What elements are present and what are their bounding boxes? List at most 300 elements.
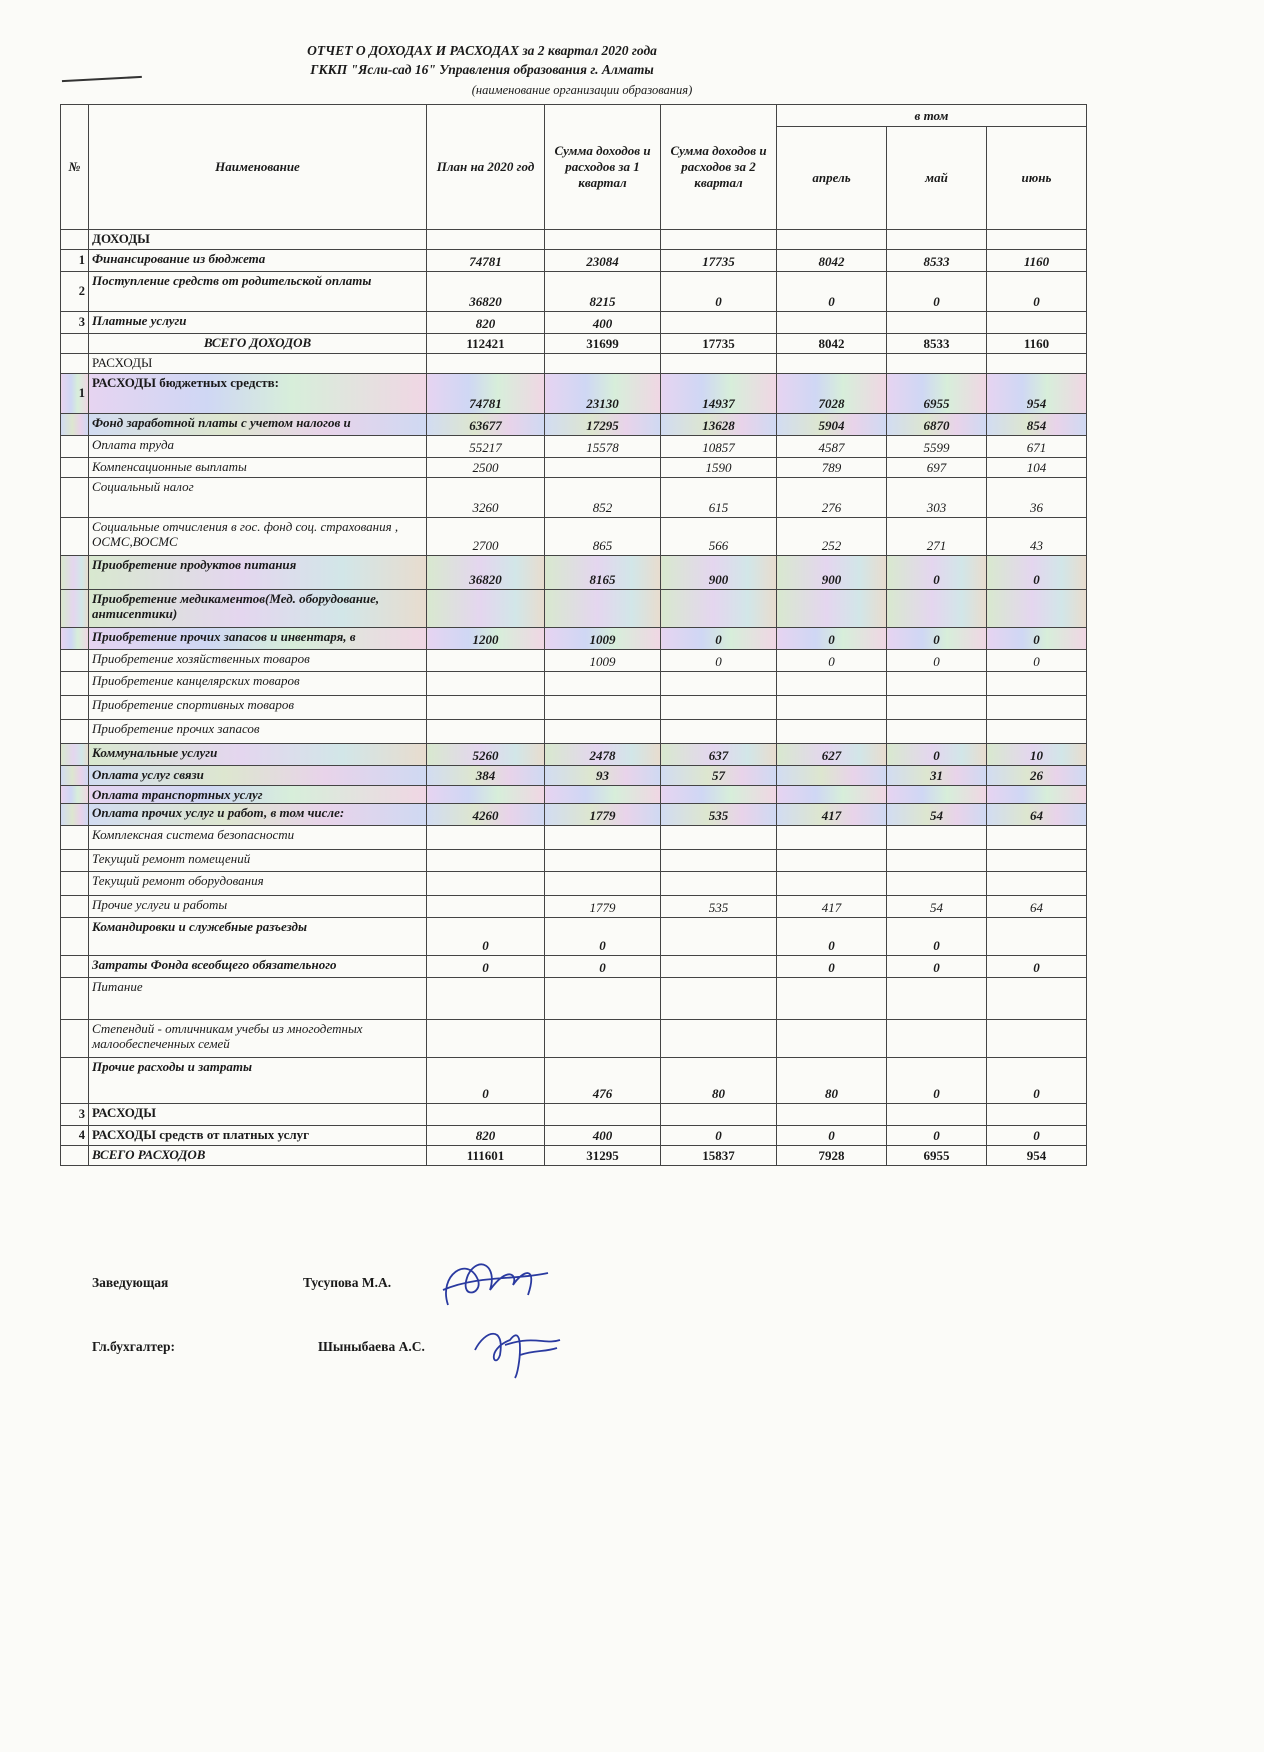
cell-may: 54	[887, 804, 987, 826]
cell-jun	[987, 696, 1087, 720]
cell-apr	[777, 978, 887, 1020]
table-row	[61, 826, 1087, 850]
cell-may	[887, 354, 987, 374]
row-number	[61, 1020, 89, 1058]
cell-q1	[545, 354, 661, 374]
table-row	[61, 786, 1087, 804]
cell-q2	[661, 1104, 777, 1126]
row-label: Прочие услуги и работы	[89, 896, 427, 918]
table-row	[61, 272, 1087, 312]
row-label: Поступление средств от родительской оплаты	[89, 272, 427, 312]
row-label: РАСХОДЫ	[89, 354, 427, 374]
cell-q2	[661, 590, 777, 628]
cell-may: 0	[887, 628, 987, 650]
cell-apr: 276	[777, 478, 887, 518]
table-row	[61, 918, 1087, 956]
row-label: РАСХОДЫ бюджетных средств:	[89, 374, 427, 414]
row-label: Коммунальные услуги	[89, 744, 427, 766]
organization-name: ГККП "Ясли-сад 16" Управления образования г. Алматы	[310, 62, 654, 77]
cell-may	[887, 826, 987, 850]
cell-may: 31	[887, 766, 987, 786]
cell-q1: 1779	[545, 804, 661, 826]
cell-apr: 0	[777, 650, 887, 672]
cell-jun	[987, 978, 1087, 1020]
cell-q1: 0	[545, 918, 661, 956]
row-number: 4	[61, 1126, 89, 1146]
cell-q1: 400	[545, 1126, 661, 1146]
cell-plan: 112421	[427, 334, 545, 354]
cell-apr: 900	[777, 556, 887, 590]
cell-q1: 31699	[545, 334, 661, 354]
cell-q1: 23084	[545, 250, 661, 272]
table-row	[61, 334, 1087, 354]
cell-q2: 0	[661, 650, 777, 672]
cell-apr	[777, 786, 887, 804]
table-row	[61, 978, 1087, 1020]
table-row	[61, 1146, 1087, 1166]
row-number	[61, 744, 89, 766]
cell-may	[887, 1020, 987, 1058]
row-label: Оплата транспортных услуг	[89, 786, 427, 804]
report-body	[61, 230, 1087, 1166]
row-label: Текущий ремонт оборудования	[89, 872, 427, 896]
cell-q2: 13628	[661, 414, 777, 436]
row-label: Питание	[89, 978, 427, 1020]
row-label: Компенсационные выплаты	[89, 458, 427, 478]
row-number	[61, 672, 89, 696]
cell-q2: 17735	[661, 334, 777, 354]
table-row	[61, 720, 1087, 744]
cell-q2: 0	[661, 272, 777, 312]
cell-may	[887, 872, 987, 896]
row-label: РАСХОДЫ	[89, 1104, 427, 1126]
cell-q2	[661, 826, 777, 850]
cell-q2	[661, 872, 777, 896]
cell-q2: 80	[661, 1058, 777, 1104]
row-label: Оплата прочих услуг и работ, в том числе:	[89, 804, 427, 826]
cell-apr: 80	[777, 1058, 887, 1104]
cell-apr: 789	[777, 458, 887, 478]
cell-q1	[545, 1020, 661, 1058]
cell-jun	[987, 826, 1087, 850]
cell-q2: 1590	[661, 458, 777, 478]
cell-apr: 8042	[777, 250, 887, 272]
cell-q1: 1009	[545, 628, 661, 650]
cell-apr: 0	[777, 1126, 887, 1146]
row-label: Степендий - отличникам учебы из многодетных малообеспеченных семей	[89, 1020, 427, 1058]
cell-plan: 1200	[427, 628, 545, 650]
table-row	[61, 518, 1087, 556]
row-number	[61, 436, 89, 458]
cell-jun	[987, 354, 1087, 374]
cell-jun: 0	[987, 956, 1087, 978]
table-row	[61, 628, 1087, 650]
cell-apr	[777, 312, 887, 334]
row-label: Прочие расходы и затраты	[89, 1058, 427, 1104]
table-row	[61, 556, 1087, 590]
row-number	[61, 804, 89, 826]
cell-plan: 111601	[427, 1146, 545, 1166]
cell-q2: 15837	[661, 1146, 777, 1166]
cell-q2: 900	[661, 556, 777, 590]
cell-may	[887, 312, 987, 334]
cell-apr: 417	[777, 896, 887, 918]
table-row	[61, 1126, 1087, 1146]
cell-apr: 0	[777, 918, 887, 956]
accountant-name: Шыныбаева А.С.	[318, 1339, 425, 1354]
row-label: Финансирование из бюджета	[89, 250, 427, 272]
cell-may: 697	[887, 458, 987, 478]
organization-caption: (наименование организации образования)	[471, 83, 693, 97]
table-row	[61, 872, 1087, 896]
row-number	[61, 850, 89, 872]
cell-plan: 2700	[427, 518, 545, 556]
cell-q2: 566	[661, 518, 777, 556]
table-row	[61, 250, 1087, 272]
table-row	[61, 414, 1087, 436]
cell-q1: 8215	[545, 272, 661, 312]
row-label: Командировки и служебные разъезды	[89, 918, 427, 956]
cell-jun: 10	[987, 744, 1087, 766]
cell-plan: 5260	[427, 744, 545, 766]
cell-apr: 7028	[777, 374, 887, 414]
row-label: Оплата услуг связи	[89, 766, 427, 786]
row-label: ВСЕГО РАСХОДОВ	[89, 1146, 427, 1166]
cell-jun	[987, 590, 1087, 628]
cell-jun: 671	[987, 436, 1087, 458]
cell-q2: 535	[661, 896, 777, 918]
row-label: Приобретение медикаментов(Мед. оборудование, антисептики)	[89, 590, 427, 628]
cell-jun: 854	[987, 414, 1087, 436]
col-header-may: май	[887, 127, 987, 230]
cell-q2	[661, 696, 777, 720]
cell-plan: 820	[427, 312, 545, 334]
cell-q1: 476	[545, 1058, 661, 1104]
cell-may: 0	[887, 1058, 987, 1104]
cell-q2	[661, 850, 777, 872]
cell-may	[887, 590, 987, 628]
cell-plan	[427, 872, 545, 896]
cell-may: 0	[887, 918, 987, 956]
table-row	[61, 354, 1087, 374]
table-row	[61, 312, 1087, 334]
row-number	[61, 230, 89, 250]
row-label: Приобретение продуктов питания	[89, 556, 427, 590]
cell-plan	[427, 672, 545, 696]
row-number	[61, 590, 89, 628]
cell-q1: 400	[545, 312, 661, 334]
table-row	[61, 374, 1087, 414]
row-number	[61, 918, 89, 956]
row-number	[61, 766, 89, 786]
row-number	[61, 478, 89, 518]
row-label: Фонд заработной платы с учетом налогов и	[89, 414, 427, 436]
cell-jun: 0	[987, 650, 1087, 672]
cell-jun	[987, 850, 1087, 872]
cell-apr: 252	[777, 518, 887, 556]
cell-plan: 0	[427, 1058, 545, 1104]
table-row	[61, 896, 1087, 918]
cell-jun: 0	[987, 1126, 1087, 1146]
cell-apr: 8042	[777, 334, 887, 354]
cell-plan: 2500	[427, 458, 545, 478]
cell-q2: 615	[661, 478, 777, 518]
row-label: Приобретение спортивных товаров	[89, 696, 427, 720]
cell-jun	[987, 1020, 1087, 1058]
cell-may: 0	[887, 650, 987, 672]
row-label: Оплата труда	[89, 436, 427, 458]
cell-jun: 64	[987, 804, 1087, 826]
cell-plan: 74781	[427, 250, 545, 272]
row-number	[61, 458, 89, 478]
table-row	[61, 230, 1087, 250]
col-header-plan: План на 2020 год	[427, 105, 545, 230]
row-number	[61, 556, 89, 590]
cell-apr	[777, 872, 887, 896]
row-label: Платные услуги	[89, 312, 427, 334]
cell-apr	[777, 672, 887, 696]
cell-plan: 3260	[427, 478, 545, 518]
row-number	[61, 720, 89, 744]
cell-q2	[661, 978, 777, 1020]
cell-may: 0	[887, 556, 987, 590]
cell-may	[887, 786, 987, 804]
cell-may	[887, 978, 987, 1020]
cell-q2	[661, 230, 777, 250]
cell-q2	[661, 672, 777, 696]
row-number	[61, 1058, 89, 1104]
cell-jun	[987, 672, 1087, 696]
cell-plan	[427, 1104, 545, 1126]
cell-jun: 0	[987, 628, 1087, 650]
cell-may: 271	[887, 518, 987, 556]
cell-plan: 55217	[427, 436, 545, 458]
table-row	[61, 650, 1087, 672]
cell-jun: 36	[987, 478, 1087, 518]
cell-apr: 7928	[777, 1146, 887, 1166]
cell-plan: 36820	[427, 556, 545, 590]
table-row	[61, 850, 1087, 872]
cell-may: 303	[887, 478, 987, 518]
row-number: 1	[61, 374, 89, 414]
cell-may	[887, 850, 987, 872]
cell-q1: 17295	[545, 414, 661, 436]
cell-may: 5599	[887, 436, 987, 458]
cell-q1	[545, 590, 661, 628]
cell-apr: 0	[777, 956, 887, 978]
cell-apr: 5904	[777, 414, 887, 436]
table-row	[61, 1020, 1087, 1058]
cell-q2: 535	[661, 804, 777, 826]
table-row	[61, 478, 1087, 518]
cell-q2	[661, 918, 777, 956]
cell-may: 0	[887, 744, 987, 766]
row-number	[61, 826, 89, 850]
cell-q2: 14937	[661, 374, 777, 414]
row-label: ДОХОДЫ	[89, 230, 427, 250]
col-header-q1: Сумма доходов и расходов за 1 квартал	[545, 105, 661, 230]
table-row	[61, 1058, 1087, 1104]
cell-plan: 4260	[427, 804, 545, 826]
row-number: 3	[61, 1104, 89, 1126]
cell-plan	[427, 850, 545, 872]
cell-plan	[427, 786, 545, 804]
cell-apr	[777, 696, 887, 720]
cell-plan	[427, 720, 545, 744]
accountant-signature	[465, 1310, 570, 1385]
cell-plan: 63677	[427, 414, 545, 436]
cell-plan: 74781	[427, 374, 545, 414]
cell-q2: 0	[661, 1126, 777, 1146]
cell-apr	[777, 230, 887, 250]
row-number: 3	[61, 312, 89, 334]
cell-may: 6955	[887, 1146, 987, 1166]
cell-jun: 0	[987, 1058, 1087, 1104]
row-number	[61, 696, 89, 720]
row-number	[61, 354, 89, 374]
cell-plan	[427, 354, 545, 374]
table-row	[61, 672, 1087, 696]
cell-apr: 4587	[777, 436, 887, 458]
cell-q1	[545, 672, 661, 696]
cell-may: 0	[887, 956, 987, 978]
cell-apr: 0	[777, 272, 887, 312]
cell-q1	[545, 1104, 661, 1126]
row-number	[61, 896, 89, 918]
cell-q1	[545, 696, 661, 720]
table-row	[61, 766, 1087, 786]
row-label: Приобретение канцелярских товаров	[89, 672, 427, 696]
cell-q1: 31295	[545, 1146, 661, 1166]
cell-q1: 852	[545, 478, 661, 518]
row-label: Комплексная система безопасности	[89, 826, 427, 850]
row-label: Приобретение прочих запасов и инвентаря, в	[89, 628, 427, 650]
table-row	[61, 956, 1087, 978]
cell-plan	[427, 896, 545, 918]
cell-apr	[777, 850, 887, 872]
cell-q1: 23130	[545, 374, 661, 414]
report-table	[60, 104, 1087, 1166]
cell-q1	[545, 872, 661, 896]
cell-q1: 8165	[545, 556, 661, 590]
cell-plan: 0	[427, 956, 545, 978]
row-number: 2	[61, 272, 89, 312]
cell-jun: 43	[987, 518, 1087, 556]
cell-apr: 627	[777, 744, 887, 766]
cell-jun: 0	[987, 272, 1087, 312]
cell-may: 8533	[887, 250, 987, 272]
row-number	[61, 978, 89, 1020]
cell-jun: 954	[987, 374, 1087, 414]
cell-plan: 0	[427, 918, 545, 956]
cell-may	[887, 230, 987, 250]
cell-plan	[427, 696, 545, 720]
row-label: Приобретение прочих запасов	[89, 720, 427, 744]
cell-apr	[777, 720, 887, 744]
cell-q1: 1779	[545, 896, 661, 918]
table-row	[61, 590, 1087, 628]
cell-apr	[777, 590, 887, 628]
cell-jun: 26	[987, 766, 1087, 786]
cell-jun: 1160	[987, 250, 1087, 272]
row-number	[61, 872, 89, 896]
row-number	[61, 956, 89, 978]
cell-plan	[427, 978, 545, 1020]
cell-plan: 384	[427, 766, 545, 786]
cell-q1: 0	[545, 956, 661, 978]
report-title: ОТЧЕТ О ДОХОДАХ И РАСХОДАХ за 2 квартал 2020 года	[307, 43, 657, 58]
cell-q1	[545, 826, 661, 850]
cell-plan	[427, 650, 545, 672]
cell-jun	[987, 786, 1087, 804]
cell-may: 8533	[887, 334, 987, 354]
cell-jun: 0	[987, 556, 1087, 590]
cell-plan	[427, 1020, 545, 1058]
cell-q2: 637	[661, 744, 777, 766]
cell-jun	[987, 918, 1087, 956]
row-number: 1	[61, 250, 89, 272]
col-header-jun: июнь	[987, 127, 1087, 230]
cell-jun: 104	[987, 458, 1087, 478]
table-row	[61, 804, 1087, 826]
cell-may	[887, 1104, 987, 1126]
row-number	[61, 628, 89, 650]
cell-apr: 0	[777, 628, 887, 650]
cell-jun: 1160	[987, 334, 1087, 354]
cell-q2: 57	[661, 766, 777, 786]
cell-jun	[987, 230, 1087, 250]
row-number	[61, 518, 89, 556]
cell-may	[887, 672, 987, 696]
cell-q2	[661, 720, 777, 744]
cell-apr	[777, 1104, 887, 1126]
cell-apr	[777, 354, 887, 374]
row-label: Социальный налог	[89, 478, 427, 518]
col-header-num: №	[61, 105, 89, 230]
cell-plan: 820	[427, 1126, 545, 1146]
table-row	[61, 744, 1087, 766]
head-role: Заведующая	[92, 1275, 169, 1290]
row-number	[61, 414, 89, 436]
row-label: Приобретение хозяйственных товаров	[89, 650, 427, 672]
table-row	[61, 1104, 1087, 1126]
cell-plan	[427, 230, 545, 250]
cell-may: 6870	[887, 414, 987, 436]
cell-q1: 865	[545, 518, 661, 556]
cell-q1: 93	[545, 766, 661, 786]
cell-apr: 417	[777, 804, 887, 826]
cell-q2: 10857	[661, 436, 777, 458]
row-number	[61, 1146, 89, 1166]
cell-plan: 36820	[427, 272, 545, 312]
row-number	[61, 334, 89, 354]
cell-q2	[661, 312, 777, 334]
row-label: РАСХОДЫ средств от платных услуг	[89, 1126, 427, 1146]
cell-jun	[987, 720, 1087, 744]
cell-q1	[545, 720, 661, 744]
cell-may: 0	[887, 1126, 987, 1146]
cell-plan	[427, 826, 545, 850]
table-row	[61, 458, 1087, 478]
cell-q1: 2478	[545, 744, 661, 766]
cell-q1	[545, 458, 661, 478]
row-label: ВСЕГО ДОХОДОВ	[89, 334, 427, 354]
cell-q1: 1009	[545, 650, 661, 672]
cell-jun	[987, 312, 1087, 334]
cell-may: 0	[887, 272, 987, 312]
cell-plan	[427, 590, 545, 628]
cell-q2: 0	[661, 628, 777, 650]
